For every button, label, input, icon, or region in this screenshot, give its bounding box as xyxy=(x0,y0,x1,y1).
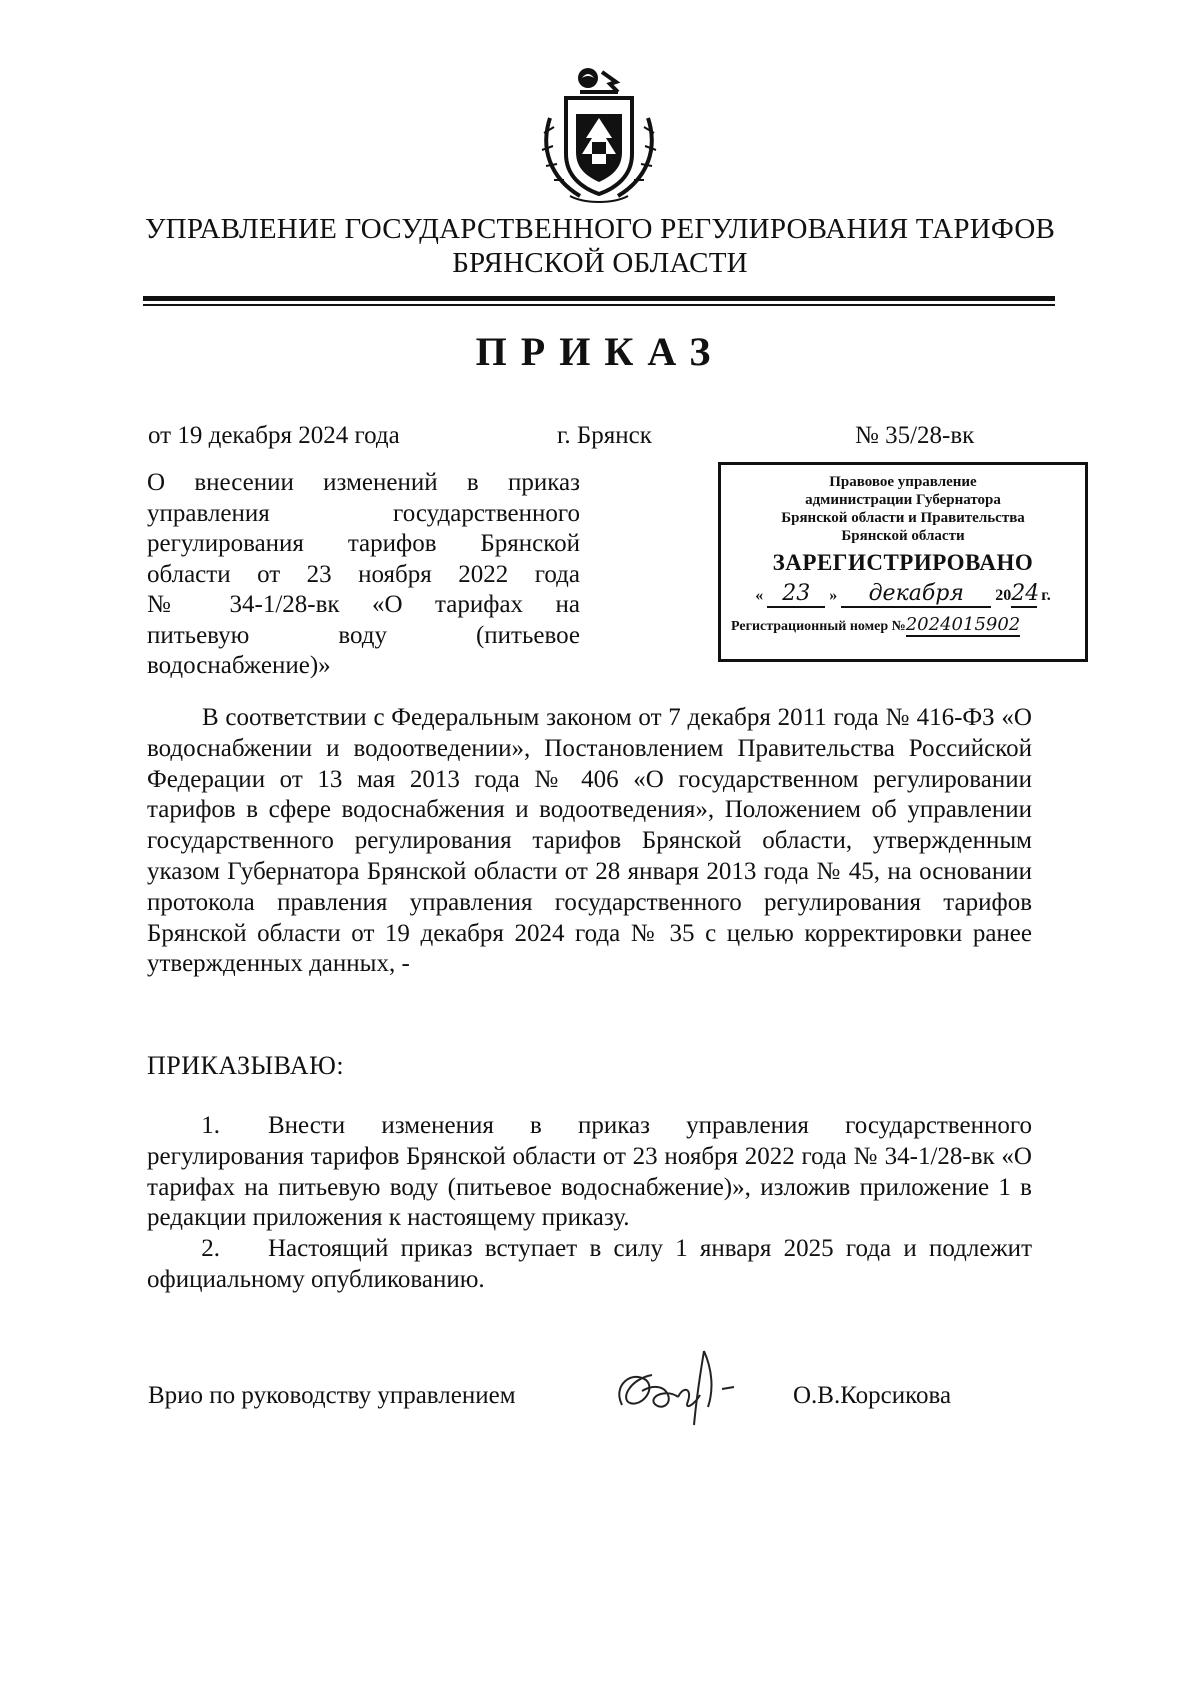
stamp-year-suffix: 24 xyxy=(1011,581,1040,606)
subject-line: водоснабжение)» xyxy=(147,652,331,679)
stamp-line: Брянской области и Правительства xyxy=(781,510,1025,526)
preamble-text: В соответствии с Федеральным законом от 7 декабря 2011 года № 416-ФЗ «О водоснабжении и водоотведении», Постановлением Правительства Российской Федерации от 13 мая 2013 года № 406 «О государственном регулировании тарифов в сфере водоснабжения и водоотведения», Положением об управлении государственного регулирования тарифов Брянской области, утвержденным указом Губернатора Брянской области от 28 января 2013 года № 45, на основании протокола правления управления государственного регулирования тарифов Брянской области от 19 декабря 2024 года № 35 с целью корректировки ранее утвержденных данных, - xyxy=(147,704,1032,978)
stamp-year-prefix: 20 xyxy=(995,587,1012,604)
order-word: ПРИКАЗЫВАЮ: xyxy=(147,1051,345,1080)
stamp-quote-open: « xyxy=(755,587,764,604)
subject-line: регулирования тарифов Брянской xyxy=(147,530,580,557)
organization-title xyxy=(140,212,1060,280)
preamble-paragraph xyxy=(147,703,1032,980)
document-city: г. Брянск xyxy=(557,422,652,449)
organization-title-line: БРЯНСКОЙ ОБЛАСТИ xyxy=(452,247,748,279)
subject-line: питьевую воду (питьевое xyxy=(147,621,580,649)
order-item-text: Внести изменения в приказ управления государственного регулирования тарифов Брянской области от 23 ноября 2022 года № 34-1/28-вк «О тарифах на питьевую воду (питьевое водоснабжение)», изложив приложение 1 в редакции приложения к настоящему приказу. xyxy=(147,1112,1032,1232)
document-date: от 19 декабря 2024 года xyxy=(148,422,400,449)
stamp-quote-close: » xyxy=(829,587,838,604)
subject-line: № 34-1/28-вк «О тарифах на xyxy=(147,591,580,618)
stamp-line: Правовое управление xyxy=(829,474,977,490)
signatory-role: Врио по руководству управлением xyxy=(148,1382,516,1409)
order-item xyxy=(147,1234,1032,1296)
header-divider xyxy=(143,296,1055,301)
handwritten-signature-icon xyxy=(612,1345,762,1435)
subject-line: управления государственного xyxy=(147,499,580,527)
stamp-line: администрации Губернатора xyxy=(805,492,1001,508)
stamp-status: ЗАРЕГИСТРИРОВАНО xyxy=(772,550,1034,575)
coat-of-arms-icon xyxy=(530,58,668,206)
registration-stamp xyxy=(718,462,1088,662)
stamp-reg-label: Регистрационный номер № xyxy=(731,619,906,634)
stamp-line: Брянской области xyxy=(841,528,965,544)
order-item-number: 1. xyxy=(201,1112,220,1139)
stamp-date xyxy=(721,581,1085,615)
subject-line: О внесении изменений в приказ xyxy=(147,469,580,496)
header-divider xyxy=(143,304,1055,306)
subject-line: области от 23 ноября 2022 года xyxy=(147,560,580,588)
stamp-day: 23 xyxy=(767,581,825,608)
order-item-text: Настоящий приказ вступает в силу 1 января 2025 года и подлежит официальному опубликованию. xyxy=(147,1235,1032,1293)
organization-title-line: УПРАВЛЕНИЕ ГОСУДАРСТВЕННОГО РЕГУЛИРОВАНИЯ ТАРИФОВ xyxy=(144,213,1056,245)
document-type: ПРИКАЗ xyxy=(475,329,725,374)
signatory-name: О.В.Корсикова xyxy=(793,1382,952,1409)
stamp-month: декабря xyxy=(841,581,991,608)
order-item xyxy=(147,1111,1032,1234)
stamp-reg-number: 2024015902 xyxy=(905,614,1021,635)
stamp-year-mark: г. xyxy=(1041,587,1051,604)
order-item-number: 2. xyxy=(201,1235,220,1262)
document-subject xyxy=(147,468,580,682)
document-number: № 35/28-вк xyxy=(855,422,975,449)
stamp-registration xyxy=(721,615,1085,637)
